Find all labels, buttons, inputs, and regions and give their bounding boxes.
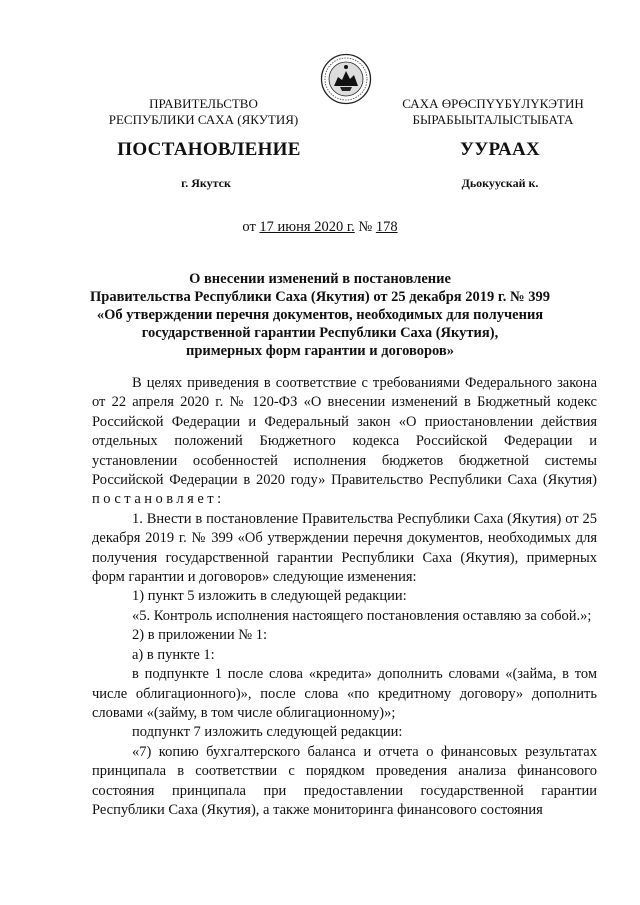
title-line: О внесении изменений в постановление: [189, 271, 451, 287]
paragraph-subitem-a: а) в пункте 1:: [132, 646, 215, 663]
resolves-spaced-text: постановляет:: [92, 491, 225, 508]
header-right-line2: БЫРАБЫЫТАЛЫСТЫБАТА: [412, 112, 574, 127]
paragraph-subitem-2: 2) в приложении № 1:: [132, 627, 267, 644]
paragraph-subpoint-7: подпункт 7 изложить следующей редакции:: [132, 724, 403, 741]
paragraph-preamble: [92, 374, 597, 510]
number-sign: №: [358, 219, 373, 235]
paragraph-subpoint-1: в подпункте 1 после слова «кредита» дополнить словами «(займа, в том числе облигационного)», после слова «по кредитному договору» дополнить словами «(займу, в том числе облигационному)»;: [92, 666, 597, 721]
title-line: «Об утверждении перечня документов, необходимых для получения: [96, 307, 544, 323]
title-line: государственной гарантии Республики Саха (Якутия),: [141, 325, 499, 341]
paragraph-subitem-1: 1) пункт 5 изложить в следующей редакции:: [132, 588, 407, 605]
date-line: [200, 219, 440, 236]
paragraph-item-1: 1. Внести в постановление Правительства Республики Саха (Якутия) от 25 декабря 2019 г. № 399 «Об утверждении перечня документов, необходимых для получения государственной гарантии Республики Саха (Якутия), примерных форм гарантии и договоров» следующие изменения:: [92, 510, 597, 586]
header-left-line1: ПРАВИТЕЛЬСТВО: [149, 96, 258, 111]
city-right: Дьокуускай к.: [461, 176, 539, 190]
doc-type-left: ПОСТАНОВЛЕНИЕ: [117, 139, 301, 160]
document-title: [60, 270, 580, 360]
title-line: примерных форм гарантии и договоров»: [186, 343, 454, 359]
document-date: 17 июня 2020 г.: [259, 219, 355, 235]
preamble-text: В целях приведения в соответствие с требованиями Федерального закона от 22 апреля 2020 г. № 120-ФЗ «О внесении изменений в Бюджетный кодекс Российской Федерации и Федеральный закон «О приостановлении действия отдельных положений Бюджетного кодекса Российской Федерации и установлении особенностей исполнения бюджетов бюджетной системы Российской Федерации в 2020 году» Правительство Республики Саха (Якутия): [92, 375, 597, 489]
header-left-line2: РЕСПУБЛИКИ САХА (ЯКУТИЯ): [108, 112, 299, 127]
document-number: 178: [375, 219, 398, 235]
paragraph-quote-5: «5. Контроль исполнения настоящего постановления оставляю за собой.»;: [132, 607, 592, 624]
doc-type-right: УУРААХ: [459, 139, 541, 160]
title-line: Правительства Республики Саха (Якутия) от 25 декабря 2019 г. № 399: [89, 289, 550, 305]
coat-of-arms-emblem-icon: [320, 53, 372, 105]
header-right-organization: [383, 96, 603, 128]
header-right-line1: САХА ӨРӨСПҮҮБҮЛҮКЭТИН: [402, 96, 584, 111]
city-left: г. Якутск: [181, 176, 231, 190]
header-left-organization: [96, 96, 311, 128]
document-body: [92, 374, 597, 820]
date-prefix: от: [242, 219, 256, 235]
paragraph-quote-7: «7) копию бухгалтерского баланса и отчета о финансовых результатах принципала в соответствии с порядком проведения анализа финансового состояния принципала при предоставлении государственной гарантии Республики Саха (Якутия), а также мониторинга финансового состояния: [92, 743, 597, 818]
